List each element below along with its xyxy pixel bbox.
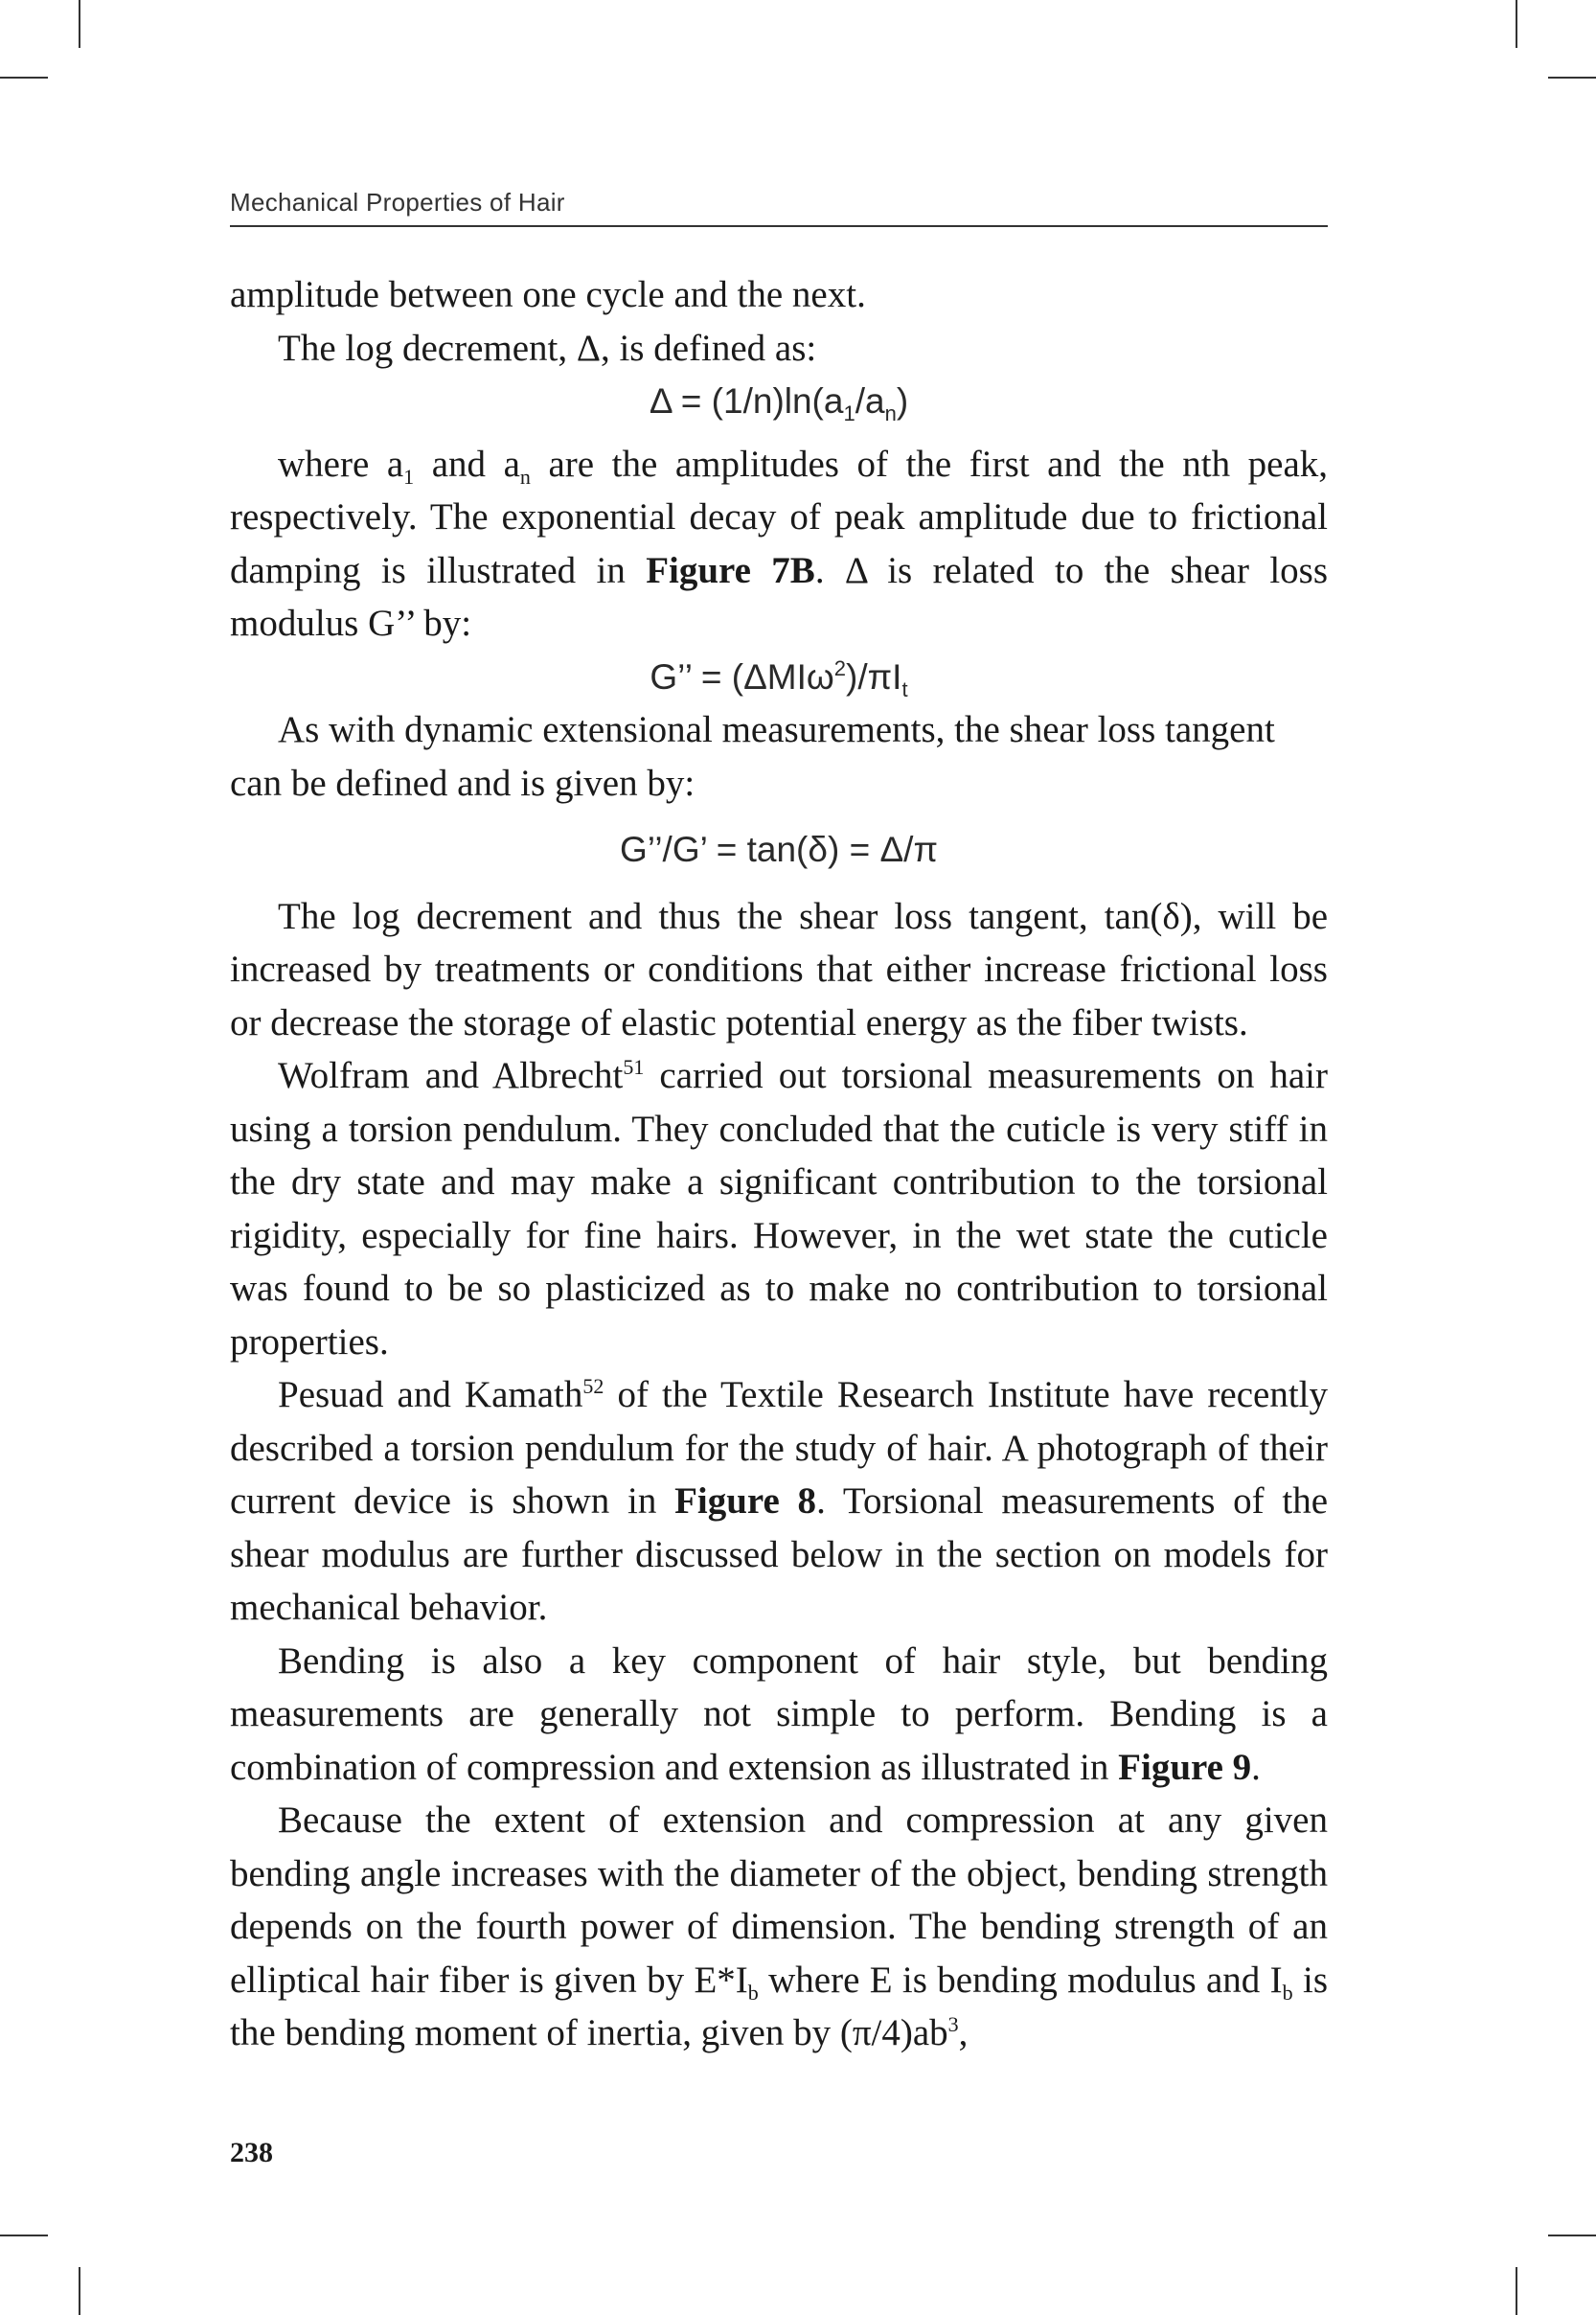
crop-mark xyxy=(1516,0,1517,48)
equation-shear-loss-modulus: G’’ = $(\Delta MI\omega^2)/\pi I_t$ xyxy=(650,655,908,701)
body-text xyxy=(230,268,1328,2060)
crop-mark xyxy=(1548,2235,1596,2236)
citation-ref[interactable]: 51 xyxy=(623,1055,645,1079)
paragraph: The log decrement and thus the shear loss tangent, tan(δ), will be increased by treatments or conditions that either increase frictional loss or decrease the storage of elastic potential energy as the fiber twists. xyxy=(230,895,1328,1043)
equation-log-decrement: $\Delta = (1/n)\ln(a_1/a_n)$ xyxy=(649,381,909,425)
crop-mark xyxy=(1548,77,1596,79)
citation-ref[interactable]: 52 xyxy=(582,1374,604,1398)
paragraph: amplitude between one cycle and the next. xyxy=(230,274,866,315)
crop-mark xyxy=(0,77,48,79)
crop-mark xyxy=(1516,2267,1517,2315)
paragraph: The log decrement, Δ, is defined as: xyxy=(278,327,817,369)
figure-reference[interactable]: Figure 7B xyxy=(646,549,815,591)
paragraph: where $a_1$ and $a_n$ are the amplitudes of the first and the nth peak, respectively. The exponential decay of peak amplitude due to frictional damping is illustrated in Figure 7B. Δ is related to the shear loss modulus G’’ by: xyxy=(230,443,1329,644)
paragraph: As with dynamic extensional measurements, the shear loss tangent can be defined and is given by: xyxy=(230,709,1275,804)
paragraph: Pesuad and Kamath$^{52}$ of the Textile Research Institute have recently described a torsion pendulum for the study of hair. A photograph of their current device is shown in Figure 8. Torsional measurements of the shear modulus are further discussed below in the section on models for mechanical behavior. xyxy=(230,1374,1329,1628)
figure-reference[interactable]: Figure 8 xyxy=(674,1480,817,1522)
paragraph: Because the extent of extension and compression at any given bending angle increases with the diameter of the object, bending strength depends on the fourth power of dimension. The bending strength of an elliptical hair fiber is given by $E*I_b$ where E is bending modulus and $I_b$ is the bending moment of inertia, given by $(\pi/4)ab^3$, xyxy=(230,1799,1329,2053)
page-number: 238 xyxy=(230,2137,273,2168)
crop-mark xyxy=(0,2235,48,2236)
running-head: Mechanical Properties of Hair xyxy=(230,188,1328,227)
paragraph: Wolfram and Albrecht$^{51}$ carried out torsional measurements on hair using a torsion pendulum. They concluded that the cuticle is very stiff in the dry state and may make a significant contribution to the torsional rigidity, especially for fine hairs. However, in the wet state the cuticle was found to be so plasticized as to make no contribution to torsional properties. xyxy=(230,1055,1329,1363)
crop-mark xyxy=(79,2267,80,2315)
paragraph: Bending is also a key component of hair style, but bending measurements are generally not simple to perform. Bending is a combination of compression and extension as illustrated in Figure 9. xyxy=(230,1639,1328,1788)
equation-loss-tangent: G’’/G’ = tan(δ) = Δ/π xyxy=(620,830,938,869)
crop-mark xyxy=(79,0,80,48)
figure-reference[interactable]: Figure 9 xyxy=(1118,1746,1252,1788)
